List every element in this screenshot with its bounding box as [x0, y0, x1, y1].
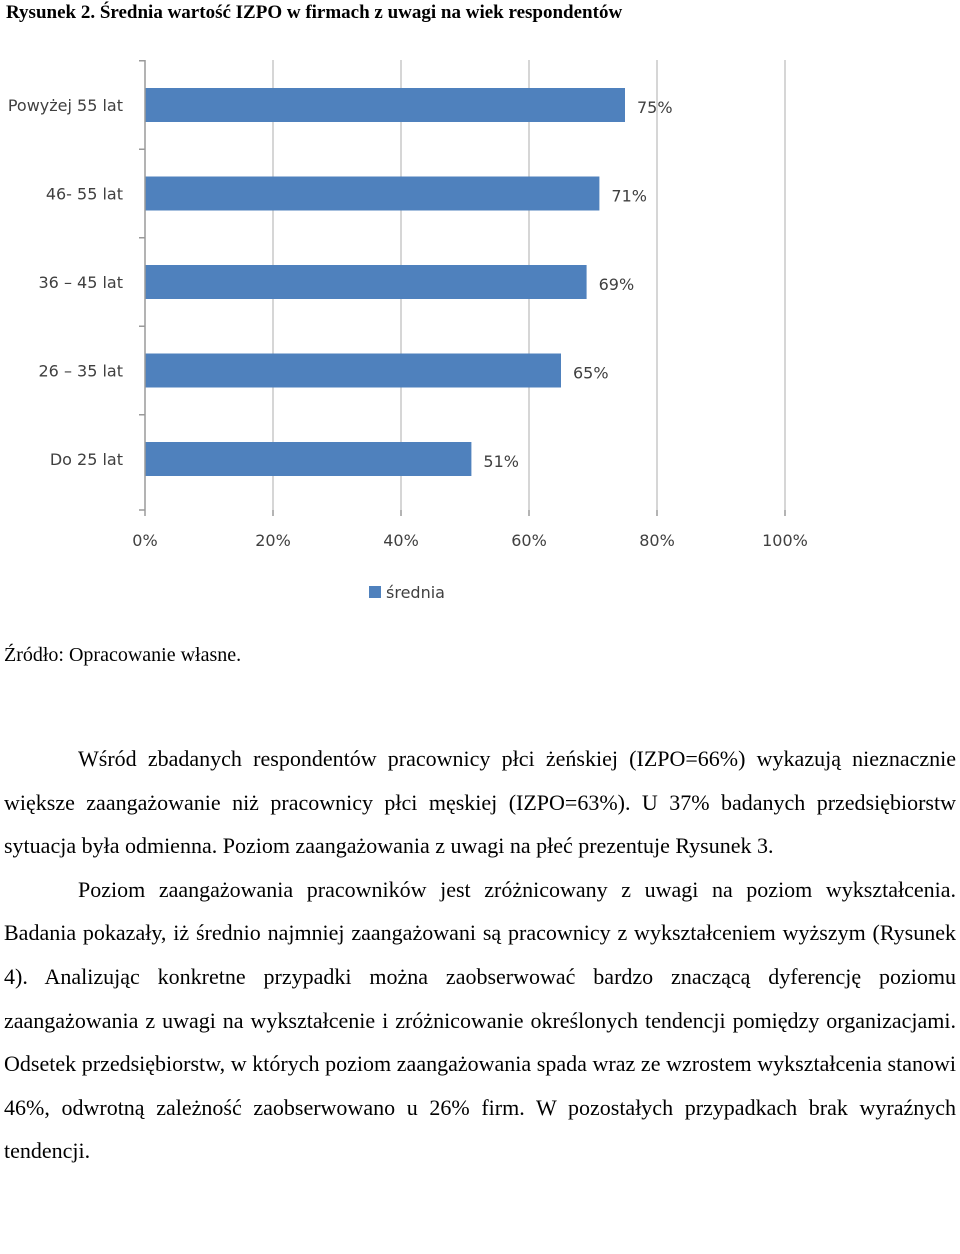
chart-axes	[8, 60, 808, 550]
body-text	[4, 737, 956, 1173]
figure-source: Źródło: Opracowanie własne.	[4, 644, 242, 666]
x-tick-label-0: 0%	[132, 531, 158, 550]
x-tick-label-1: 20%	[255, 531, 291, 550]
bar-3	[145, 354, 561, 388]
figure-title: Rysunek 2. Średnia wartość IZPO w firmach z uwagi na wiek respondentów	[6, 2, 623, 23]
category-label-2: 36 – 45 lat	[38, 273, 123, 292]
category-label-4: Do 25 lat	[49, 450, 123, 469]
bar-2	[145, 265, 587, 299]
paragraph-1: Wśród zbadanych respondentów pracownicy płci żeńskiej (IZPO=66%) wykazują nieznacznie większe zaangażowanie niż pracownicy płci męskiej (IZPO=63%). U 37% badanych przedsiębiorstw sytuacja była odmienna. Poziom zaangażowania z uwagi na płeć prezentuje Rysunek 3.	[4, 746, 956, 859]
value-label-1: 71%	[611, 186, 647, 206]
legend-swatch	[369, 586, 381, 598]
paragraph-2: Poziom zaangażowania pracowników jest zróżnicowany z uwagi na poziom wykształcenia. Badania pokazały, iż średnio najmniej zaangażowani są pracownicy z wykształceniem wyższym (Rysunek 4). Analizując konkretne przypadki można zaobserwować bardzo znaczącą dyferencję poziomu zaangażowania z uwagi na wykształcenie i zróżnicowanie określonych tendencji pomiędzy organizacjami. Odsetek przedsiębiorstw, w których poziom zaangażowania spada wraz ze wzrostem wykształcenia stanowi 46%, odwrotną zależność zaobserwowano u 26% firm. W pozostałych przypadkach brak wyraźnych tendencji.	[4, 876, 956, 1164]
x-tick-label-2: 40%	[383, 531, 419, 550]
category-label-3: 26 – 35 lat	[38, 361, 123, 381]
bar-1	[145, 177, 599, 211]
chart-legend	[369, 583, 445, 602]
bar-chart	[0, 40, 960, 620]
category-label-1: 46- 55 lat	[45, 184, 123, 204]
x-tick-label-4: 80%	[639, 531, 675, 550]
chart-bars	[145, 88, 673, 476]
category-label-0: Powyżej 55 lat	[7, 96, 123, 115]
value-label-3: 65%	[573, 363, 609, 383]
legend-label: średnia	[386, 583, 445, 602]
bar-4	[145, 442, 471, 476]
x-tick-label-5: 100%	[762, 531, 808, 550]
value-label-4: 51%	[483, 452, 519, 471]
value-label-0: 75%	[637, 98, 673, 117]
x-tick-label-3: 60%	[511, 531, 547, 550]
bar-0	[145, 88, 625, 122]
value-label-2: 69%	[598, 275, 635, 294]
